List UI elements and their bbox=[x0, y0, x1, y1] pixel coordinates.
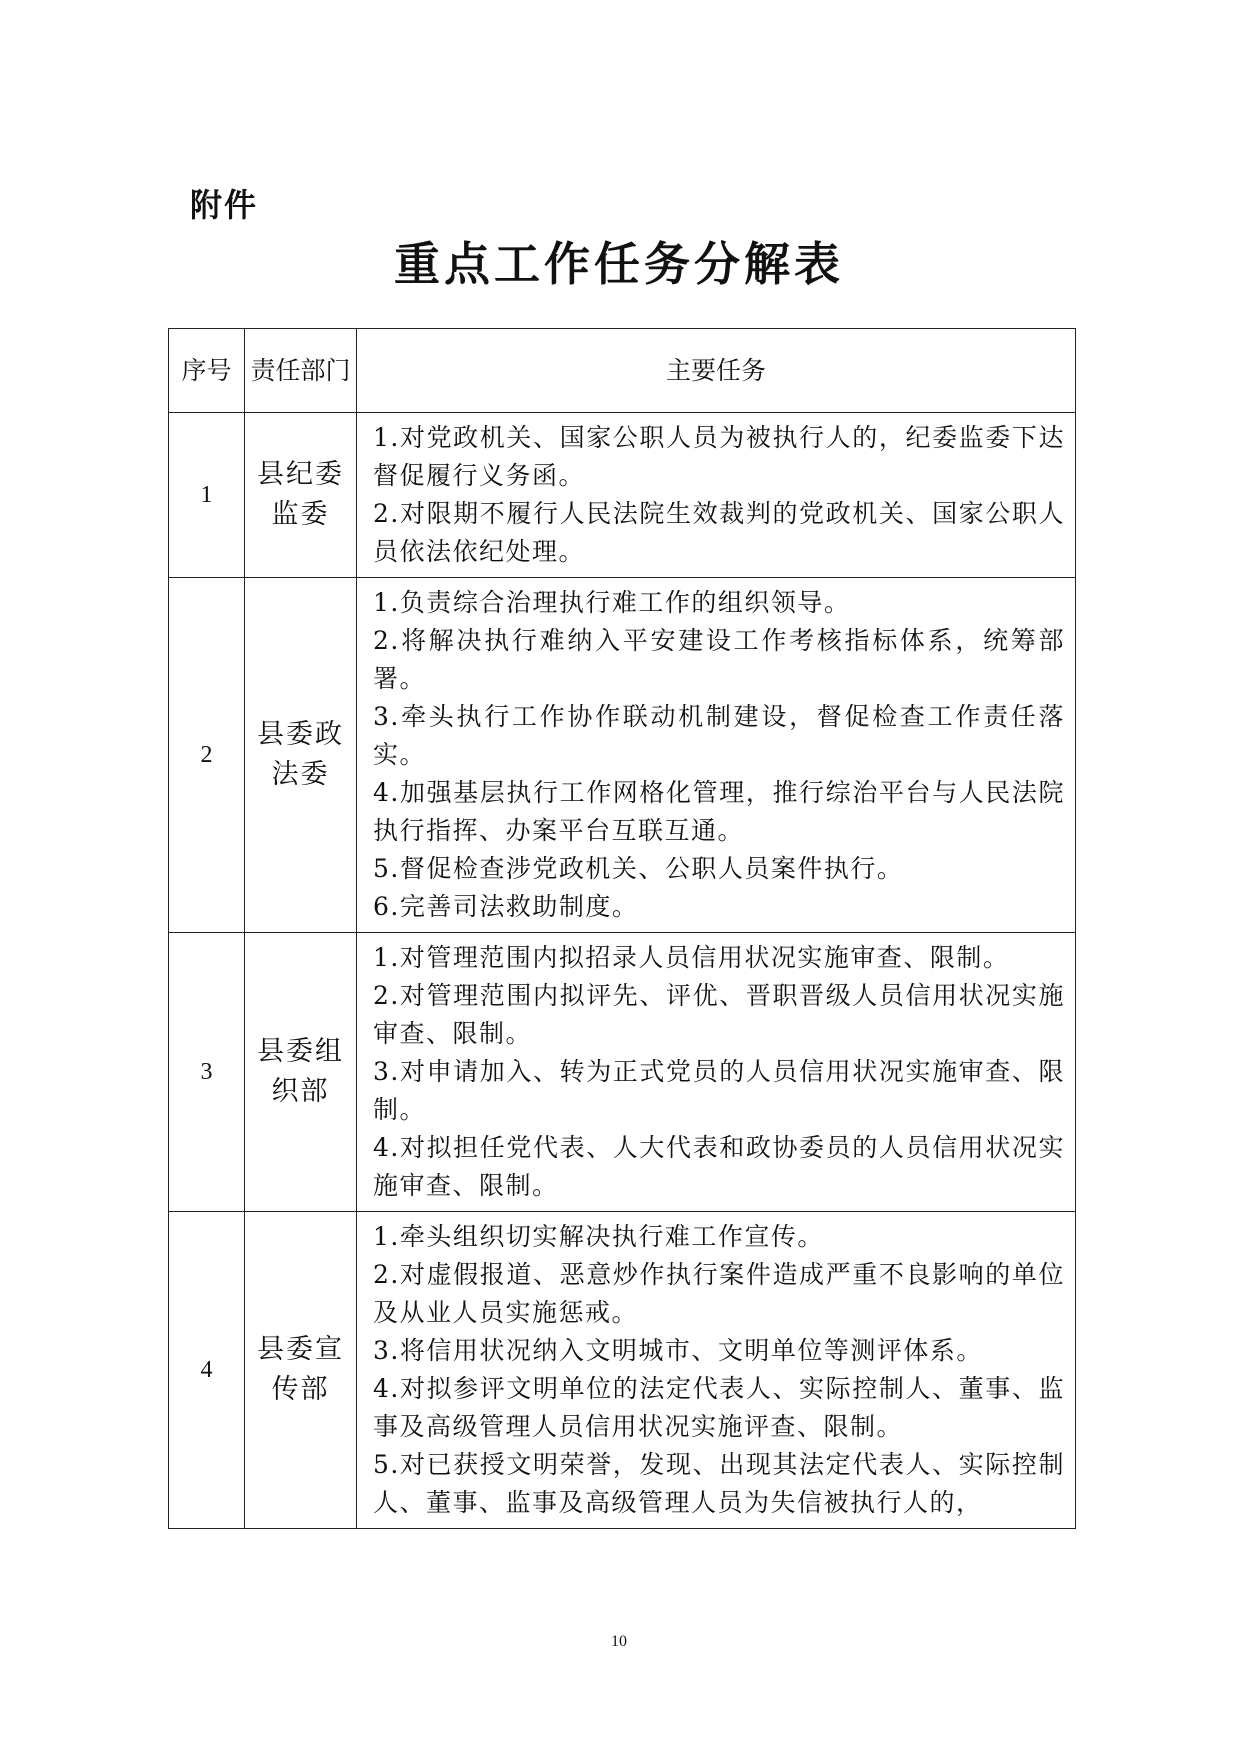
row-department: 县委政法委 bbox=[245, 578, 357, 933]
table-header-row bbox=[169, 329, 1076, 413]
row-department: 县纪委监委 bbox=[245, 413, 357, 578]
row-task-list bbox=[357, 933, 1076, 1212]
row-department: 县委宣传部 bbox=[245, 1212, 357, 1529]
task-item: 4.对拟参评文明单位的法定代表人、实际控制人、董事、监事及高级管理人员信用状况实施评查、限制。 bbox=[373, 1374, 1065, 1441]
task-item: 4.加强基层执行工作网格化管理，推行综治平台与人民法院执行指挥、办案平台互联互通。 bbox=[373, 778, 1065, 845]
row-number: 4 bbox=[169, 1212, 245, 1529]
task-item: 1.负责综合治理执行难工作的组织领导。 bbox=[373, 588, 851, 617]
row-number: 3 bbox=[169, 933, 245, 1212]
task-item: 2.将解决执行难纳入平安建设工作考核指标体系，统筹部署。 bbox=[373, 626, 1065, 693]
table-row bbox=[169, 1212, 1076, 1529]
task-item: 3.牵头执行工作协作联动机制建设，督促检查工作责任落实。 bbox=[373, 702, 1065, 769]
header-tasks: 主要任务 bbox=[357, 329, 1076, 413]
task-item: 1.牵头组织切实解决执行难工作宣传。 bbox=[373, 1222, 824, 1251]
task-item: 2.对虚假报道、恶意炒作执行案件造成严重不良影响的单位及从业人员实施惩戒。 bbox=[373, 1260, 1065, 1327]
row-task-list bbox=[357, 413, 1076, 578]
row-number: 1 bbox=[169, 413, 245, 578]
row-department: 县委组织部 bbox=[245, 933, 357, 1212]
task-item: 2.对限期不履行人民法院生效裁判的党政机关、国家公职人员依法依纪处理。 bbox=[373, 499, 1065, 566]
task-item: 1.对党政机关、国家公职人员为被执行人的，纪委监委下达督促履行义务函。 bbox=[373, 423, 1065, 490]
attachment-label: 附件 bbox=[190, 186, 259, 224]
task-item: 6.完善司法救助制度。 bbox=[373, 892, 639, 921]
row-task-list bbox=[357, 578, 1076, 933]
task-item: 1.对管理范围内拟招录人员信用状况实施审查、限制。 bbox=[373, 943, 1010, 972]
task-item: 4.对拟担任党代表、人大代表和政协委员的人员信用状况实施审查、限制。 bbox=[373, 1133, 1065, 1200]
page-number: 10 bbox=[611, 1633, 627, 1650]
table-row bbox=[169, 933, 1076, 1212]
task-item: 5.督促检查涉党政机关、公职人员案件执行。 bbox=[373, 854, 904, 883]
document-title: 重点工作任务分解表 bbox=[394, 237, 844, 291]
task-item: 5.对已获授文明荣誉，发现、出现其法定代表人、实际控制人、董事、监事及高级管理人员为失信被执行人的， bbox=[373, 1450, 1065, 1517]
header-number: 序号 bbox=[169, 329, 245, 413]
task-item: 2.对管理范围内拟评先、评优、晋职晋级人员信用状况实施审查、限制。 bbox=[373, 981, 1065, 1048]
task-breakdown-table bbox=[168, 328, 1076, 1529]
table-row bbox=[169, 413, 1076, 578]
task-item: 3.将信用状况纳入文明城市、文明单位等测评体系。 bbox=[373, 1336, 983, 1365]
row-task-list bbox=[357, 1212, 1076, 1529]
table-row bbox=[169, 578, 1076, 933]
header-department: 责任部门 bbox=[245, 329, 357, 413]
task-item: 3.对申请加入、转为正式党员的人员信用状况实施审查、限制。 bbox=[373, 1057, 1065, 1124]
row-number: 2 bbox=[169, 578, 245, 933]
